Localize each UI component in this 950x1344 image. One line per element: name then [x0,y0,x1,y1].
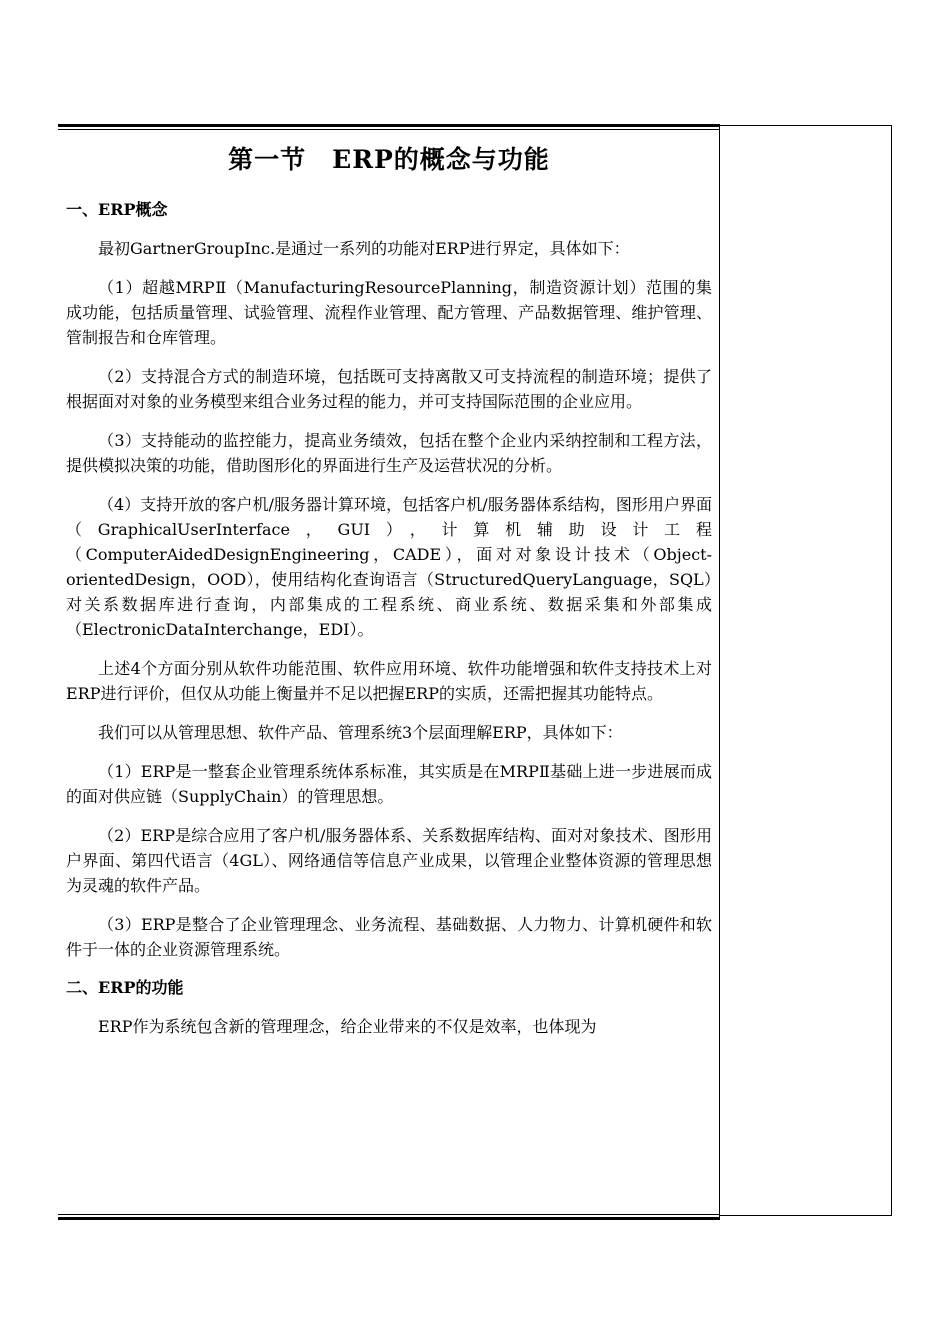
section2-heading: 二、ERP的功能 [66,978,184,997]
section1-heading: 一、ERP概念 [66,200,168,219]
function-item-3: （3）支持能动的监控能力，提高业务绩效，包括在整个企业内采纳控制和工程方法，提供模拟决策的功能，借助图形化的界面进行生产及运营状况的分析。 [66,431,712,475]
function-item-4: （4）支持开放的客户机/服务器计算环境，包括客户机/服务器体系结构，图形用户界面（GraphicalUserInterface，GUI），计算机辅助设计工程（ComputerAidedDesignEngineering，CADE），面对对象设计技术（Object-orientedDesign，OOD），使用结构化查询语言（StructuredQueryLanguage，SQL）对关系数据库进行查询，内部集成的工程系统、商业系统、数据采集和外部集成（ElectronicDataInterchange，EDI）。 [66,495,712,639]
function-item-2: （2）支持混合方式的制造环境，包括既可支持离散又可支持流程的制造环境；提供了根据面对对象的业务模型来组合业务过程的能力，并可支持国际范围的企业应用。 [66,367,712,411]
bottom-border-right-column [720,1215,892,1216]
level-item-2: （2）ERP是综合应用了客户机/服务器体系、关系数据库结构、面对对象技术、图形用户界面、第四代语言（4GL）、网络通信等信息产业成果，以管理企业整体资源的管理思想为灵魂的软件产品。 [66,826,712,895]
column-divider [719,125,720,1217]
level-item-1: （1）ERP是一整套企业管理系统体系标准，其实质是在MRPⅡ基础上进一步进展而成的面对供应链（SupplyChain）的管理思想。 [66,762,712,806]
level-item-3: （3）ERP是整合了企业管理理念、业务流程、基础数据、人力物力、计算机硬件和软件于一体的企业资源管理系统。 [66,915,712,959]
main-text-column [66,138,712,1049]
bottom-border-thin [58,1214,720,1215]
right-border [891,125,892,1216]
last-paragraph: ERP作为系统包含新的管理理念，给企业带来的不仅是效率，也体现为 [98,1017,597,1036]
levels-intro-paragraph: 我们可以从管理思想、软件产品、管理系统3个层面理解ERP，具体如下： [98,723,623,742]
function-item-1: （1）超越MRPⅡ（ManufacturingResourcePlanning，制造资源计划）范围的集成功能，包括质量管理、试验管理、流程作业管理、配方管理、产品数据管理、维护管理、管制报告和仓库管理。 [66,278,712,347]
top-border-thick [58,124,720,127]
top-border-thin [58,129,720,130]
bottom-border-thick [58,1217,720,1220]
section-title: 第一节 ERP的概念与功能 [228,145,550,174]
intro-paragraph: 最初GartnerGroupInc.是通过一系列的功能对ERP进行界定，具体如下： [98,239,630,258]
top-border-right-column [720,125,892,126]
summary-paragraph: 上述4个方面分别从软件功能范围、软件应用环境、软件功能增强和软件支持技术上对ERP进行评价，但仅从功能上衡量并不足以把握ERP的实质，还需把握其功能特点。 [66,659,712,703]
